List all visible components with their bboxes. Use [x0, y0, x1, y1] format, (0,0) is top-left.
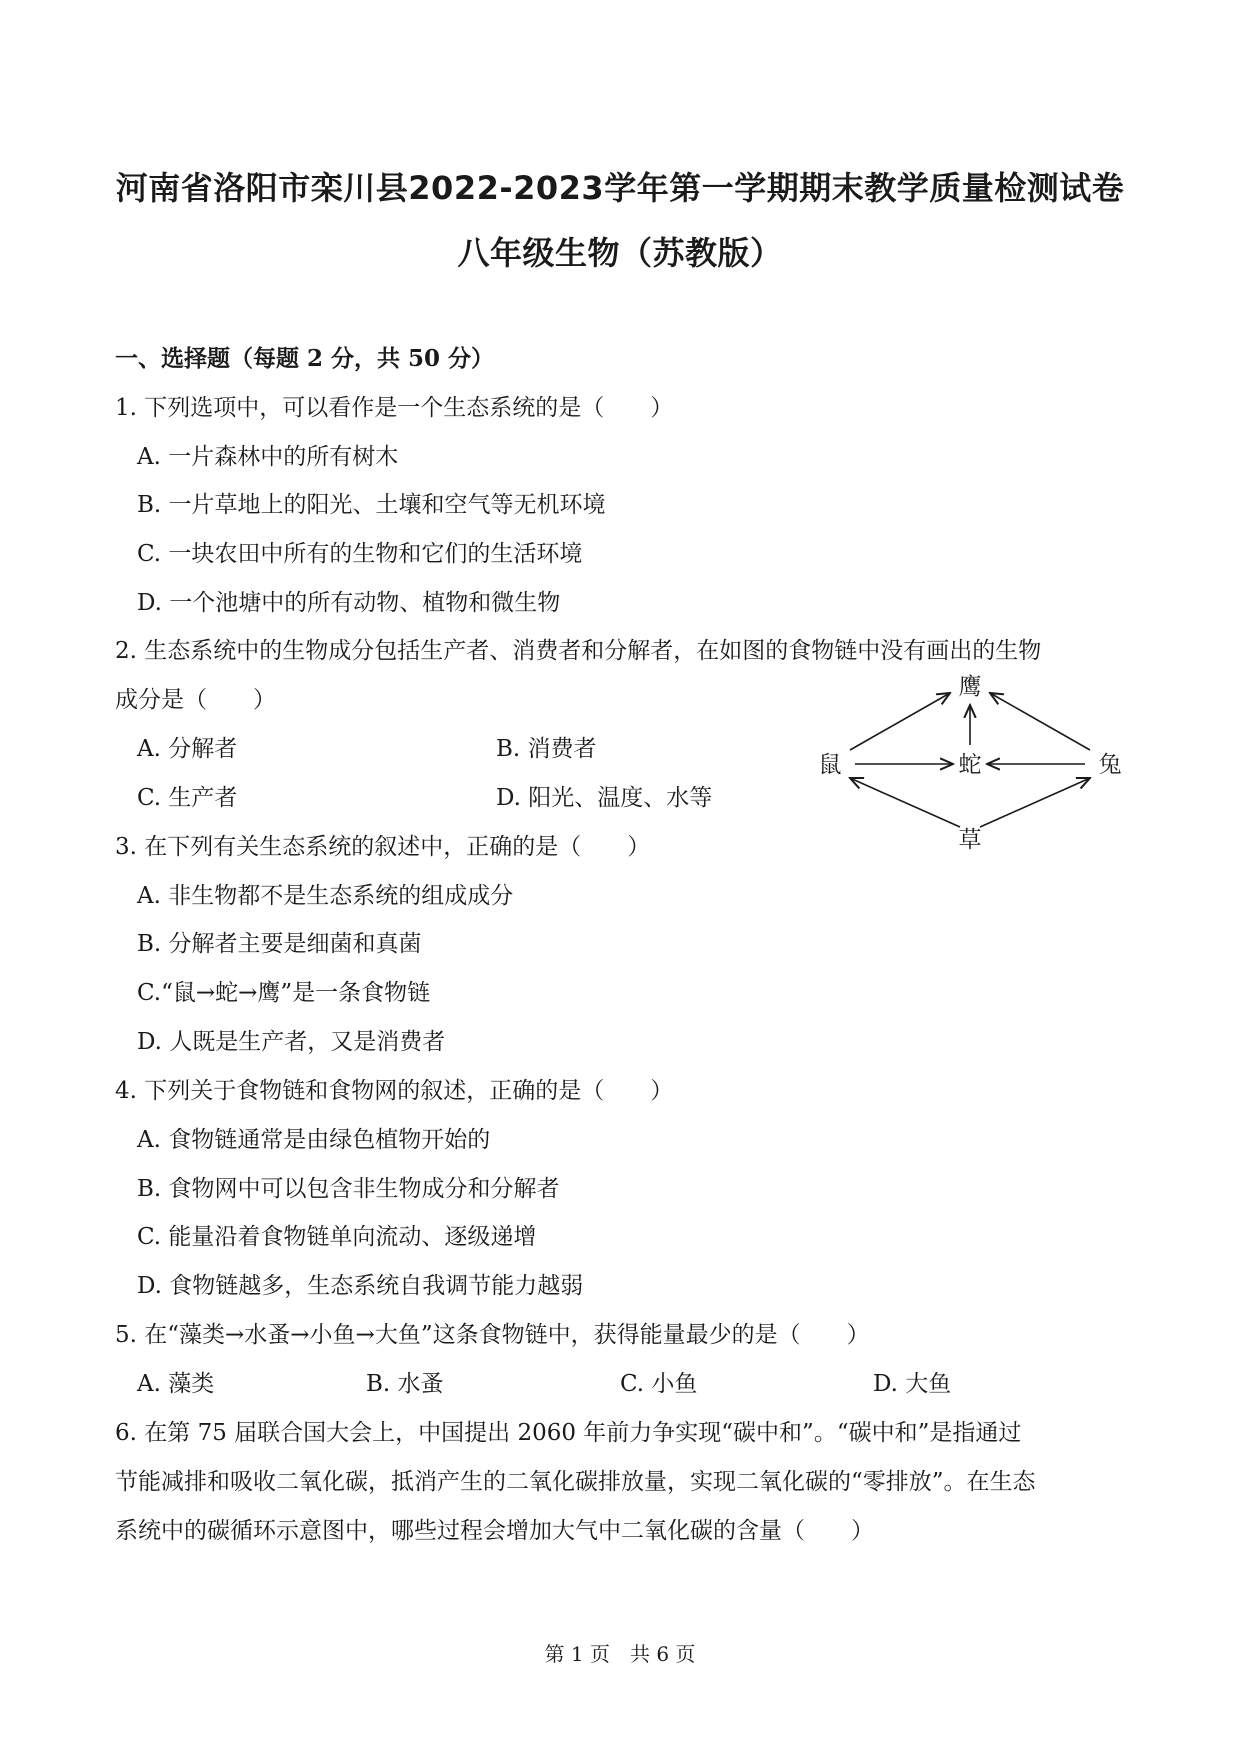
question-2-option-d: D. 阳光、温度、水等	[496, 785, 713, 811]
question-5-option-d: D. 大鱼	[873, 1371, 952, 1397]
question-5-option-b: B. 水蚤	[366, 1371, 444, 1397]
question-2-option-c: C. 生产者	[137, 785, 238, 811]
arrow-rat-to-eagle	[850, 693, 950, 750]
question-1-option-a: A. 一片森林中的所有树木	[137, 444, 399, 470]
page-number-footer: 第 1 页 共 6 页	[544, 1642, 696, 1666]
section-heading-choice: 一、选择题（每题 2 分，共 50 分）	[115, 345, 495, 372]
question-4-option-b: B. 食物网中可以包含非生物成分和分解者	[137, 1176, 560, 1202]
question-6-stem-line2: 节能减排和吸收二氧化碳，抵消产生的二氧化碳排放量，实现二氧化碳的“零排放”。在生态	[115, 1469, 1036, 1495]
node-rabbit: 兔	[1098, 752, 1122, 778]
question-1-stem: 1. 下列选项中，可以看作是一个生态系统的是（ ）	[115, 395, 674, 421]
question-3-option-b: B. 分解者主要是细菌和真菌	[137, 931, 422, 957]
question-1-option-b: B. 一片草地上的阳光、土壤和空气等无机环境	[137, 492, 606, 518]
question-6-stem-line3: 系统中的碳循环示意图中，哪些过程会增加大气中二氧化碳的含量（ ）	[115, 1518, 874, 1544]
arrow-rabbit-to-eagle	[990, 693, 1090, 750]
exam-title-line2: 八年级生物（苏教版）	[457, 234, 783, 272]
question-2-option-b: B. 消费者	[496, 736, 597, 762]
question-4-option-d: D. 食物链越多，生态系统自我调节能力越弱	[137, 1273, 584, 1299]
node-grass: 草	[958, 827, 982, 853]
question-4-stem: 4. 下列关于食物链和食物网的叙述，正确的是（ ）	[115, 1078, 674, 1104]
node-rat: 鼠	[818, 752, 842, 778]
arrow-grass-to-rat	[850, 778, 960, 827]
question-1-option-d: D. 一个池塘中的所有动物、植物和微生物	[137, 590, 561, 616]
question-4-option-a: A. 食物链通常是由绿色植物开始的	[137, 1127, 491, 1153]
food-web-diagram	[800, 670, 1140, 860]
exam-title-line1: 河南省洛阳市栾川县2022-2023学年第一学期期末教学质量检测试卷	[115, 169, 1125, 207]
node-snake: 蛇	[958, 752, 982, 778]
question-3-option-c: C.“鼠→蛇→鹰”是一条食物链	[137, 980, 431, 1006]
question-5-option-a: A. 藻类	[137, 1371, 215, 1397]
question-4-option-c: C. 能量沿着食物链单向流动、逐级递增	[137, 1224, 537, 1250]
question-3-option-a: A. 非生物都不是生态系统的组成成分	[137, 883, 514, 909]
question-2-option-a: A. 分解者	[137, 736, 238, 762]
question-1-option-c: C. 一块农田中所有的生物和它们的生活环境	[137, 541, 583, 567]
arrow-grass-to-rabbit	[980, 778, 1090, 827]
node-eagle: 鹰	[958, 674, 982, 700]
question-3-option-d: D. 人既是生产者，又是消费者	[137, 1029, 446, 1055]
question-3-stem: 3. 在下列有关生态系统的叙述中，正确的是（ ）	[115, 834, 651, 860]
question-2-stem-line1: 2. 生态系统中的生物成分包括生产者、消费者和分解者，在如图的食物链中没有画出的生物	[115, 638, 1042, 664]
question-2-stem-line2: 成分是（ ）	[115, 687, 276, 713]
question-6-stem-line1: 6. 在第 75 届联合国大会上，中国提出 2060 年前力争实现“碳中和”。“碳中和”是指通过	[115, 1420, 1022, 1446]
question-5-stem: 5. 在“藻类→水蚤→小鱼→大鱼”这条食物链中，获得能量最少的是（ ）	[115, 1322, 870, 1348]
question-5-option-c: C. 小鱼	[620, 1371, 698, 1397]
